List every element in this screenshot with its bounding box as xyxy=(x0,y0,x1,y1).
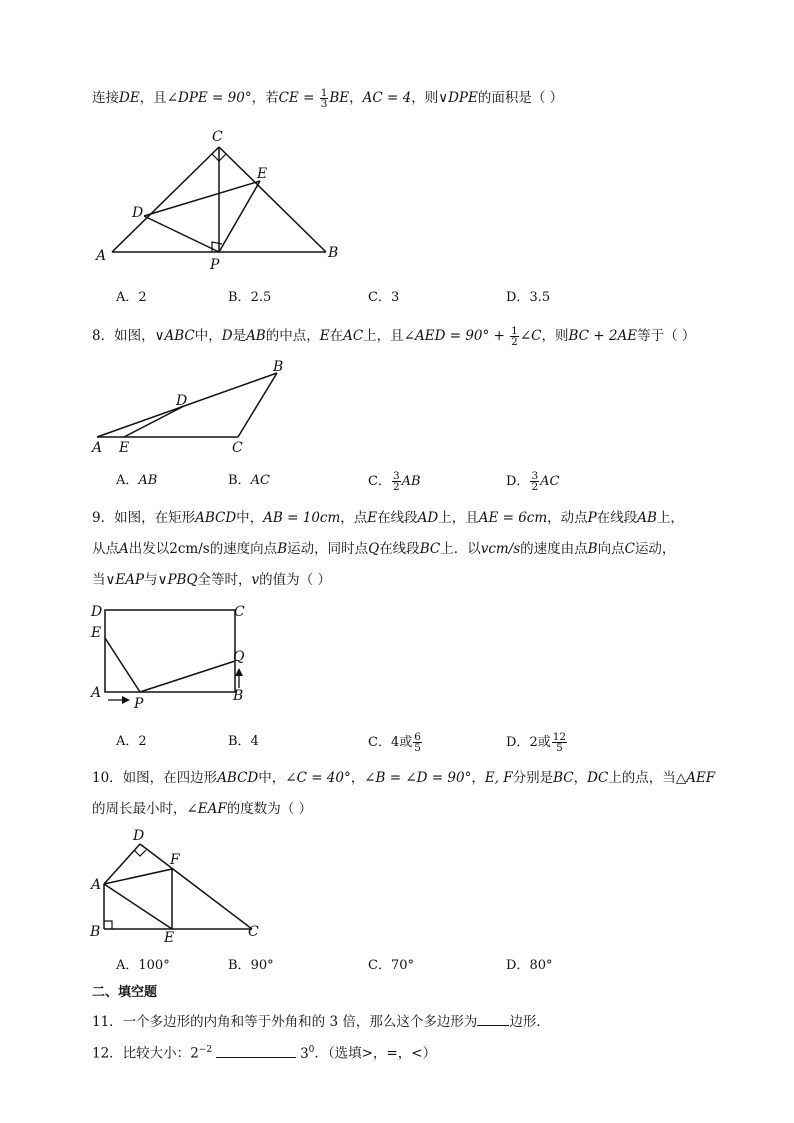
q8-stem: 8．如图，∨ABC中，D是AB的中点，E在AC上，且∠AED = 90° + $\frac{1}{2}$ ∠C，则BC + 2AE等于（ ） xyxy=(92,325,696,348)
q10-label-a: A xyxy=(91,877,102,893)
q9-option-d[interactable]: D．2或 $\frac{12}{5}$ xyxy=(506,731,567,754)
q7-option-d[interactable]: D．3.5 xyxy=(506,290,551,305)
q10-option-c[interactable]: C．70° xyxy=(368,958,414,973)
q10-right-angle-b xyxy=(104,921,112,929)
q9-label-d: D xyxy=(91,604,103,620)
q10-label-b: B xyxy=(90,924,101,940)
q7-label-b: B xyxy=(328,245,339,261)
q8-option-c[interactable]: C． $\frac{3}{2}$ AB xyxy=(368,470,421,493)
q8-label-d: D xyxy=(176,393,188,409)
q9-label-e: E xyxy=(91,625,102,641)
q7-segment-ac xyxy=(112,147,219,252)
q10-diagram xyxy=(88,826,268,946)
q7-stem: 连接DE，且∠DPE = 90°，若CE = $\frac{1}{3}$ BE，AC = 4，则∨DPE的面积是（ ） xyxy=(92,87,564,110)
q10-option-a[interactable]: A．100° xyxy=(116,958,170,973)
q11-stem: 11．一个多边形的内角和等于外角和的 3 倍，那么这个多边形为 边形． xyxy=(92,1011,550,1032)
q10-option-b[interactable]: B．90° xyxy=(228,958,274,973)
q7-segment-cb xyxy=(219,147,326,252)
q8-option-d[interactable]: D． $\frac{3}{2}$ AC xyxy=(506,470,560,493)
q9-option-b[interactable]: B．4 xyxy=(228,734,259,749)
q12-stem: 12．比较大小：$2^{-2}$ $3^0$．（选填>，=，<） xyxy=(92,1040,436,1064)
q7-option-c[interactable]: C．3 xyxy=(368,290,400,305)
q8-fraction: $\frac{1}{2}$ xyxy=(511,325,518,348)
q8-diagram xyxy=(92,358,302,458)
q11-answer-blank[interactable] xyxy=(477,1011,509,1026)
q7-label-c: C xyxy=(212,129,223,145)
q8-segment-cb xyxy=(238,373,277,437)
q9-arrow-p-head xyxy=(122,696,130,704)
q10-stem-line1: 10．如图，在四边形ABCD中，∠C = 40°，∠B = ∠D = 90°，E, F分别是BC，DC上的点，当△AEF xyxy=(92,770,716,786)
q9-segment-ep xyxy=(105,638,140,692)
q10-segment-af xyxy=(104,869,172,884)
section-heading-fill-in: 二、填空题 xyxy=(92,985,158,1000)
q9-segment-pq xyxy=(140,661,235,692)
q7-option-b[interactable]: B．2.5 xyxy=(228,290,272,305)
q9-label-c: C xyxy=(234,604,245,620)
q9-label-b: B xyxy=(233,688,244,704)
q10-stem-line2: 的周长最小时，∠EAF的度数为（ ） xyxy=(92,801,313,817)
q9-diagram xyxy=(88,600,258,710)
q9-rectangle-abcd xyxy=(105,610,235,692)
q7-diagram xyxy=(92,126,352,273)
q8-segment-ed xyxy=(124,406,184,437)
q10-option-d[interactable]: D．80° xyxy=(506,958,553,973)
q10-label-e: E xyxy=(164,930,175,946)
q7-label-a: A xyxy=(96,248,107,264)
q8-label-e: E xyxy=(119,440,130,456)
q12-answer-blank[interactable] xyxy=(216,1043,296,1058)
q7-segment-dp xyxy=(144,216,219,252)
q9-stem-line2: 从点A出发以2cm/s的速度向点B运动，同时点Q在线段BC上．以vcm/s的速度由点B向点C运动， xyxy=(92,541,676,557)
q10-segment-ae xyxy=(104,884,172,929)
q9-label-q: Q xyxy=(233,649,245,665)
q7-label-e: E xyxy=(257,166,268,182)
q7-fraction: $\frac{1}{3}$ xyxy=(320,87,328,110)
q8-label-b: B xyxy=(273,359,284,375)
q8-option-a[interactable]: A．AB xyxy=(116,473,158,488)
q9-stem-line1: 9．如图，在矩形ABCD中，AB = 10cm，点E在线段AD上，且AE = 6cm，动点P在线段AB上， xyxy=(92,510,684,526)
q10-label-d: D xyxy=(133,828,145,844)
q10-segment-cd xyxy=(140,844,252,929)
q7-label-p: P xyxy=(210,257,220,273)
q10-label-f: F xyxy=(170,852,180,868)
q7-label-d: D xyxy=(132,205,144,221)
q9-label-a: A xyxy=(91,685,102,701)
q10-right-angle-d xyxy=(134,850,146,856)
q9-arrow-q-head xyxy=(235,668,243,676)
q10-label-c: C xyxy=(248,924,259,940)
q8-label-c: C xyxy=(232,440,243,456)
q7-option-a[interactable]: A．2 xyxy=(116,290,147,305)
q9-option-a[interactable]: A．2 xyxy=(116,734,147,749)
q8-option-b[interactable]: B．AC xyxy=(228,473,270,488)
q9-option-c[interactable]: C．4或 $\frac{6}{5}$ xyxy=(368,731,421,754)
q9-label-p: P xyxy=(134,696,144,712)
q9-stem-line3: 当∨EAP与∨PBQ全等时，v的值为（ ） xyxy=(92,572,331,588)
q8-label-a: A xyxy=(92,440,103,456)
